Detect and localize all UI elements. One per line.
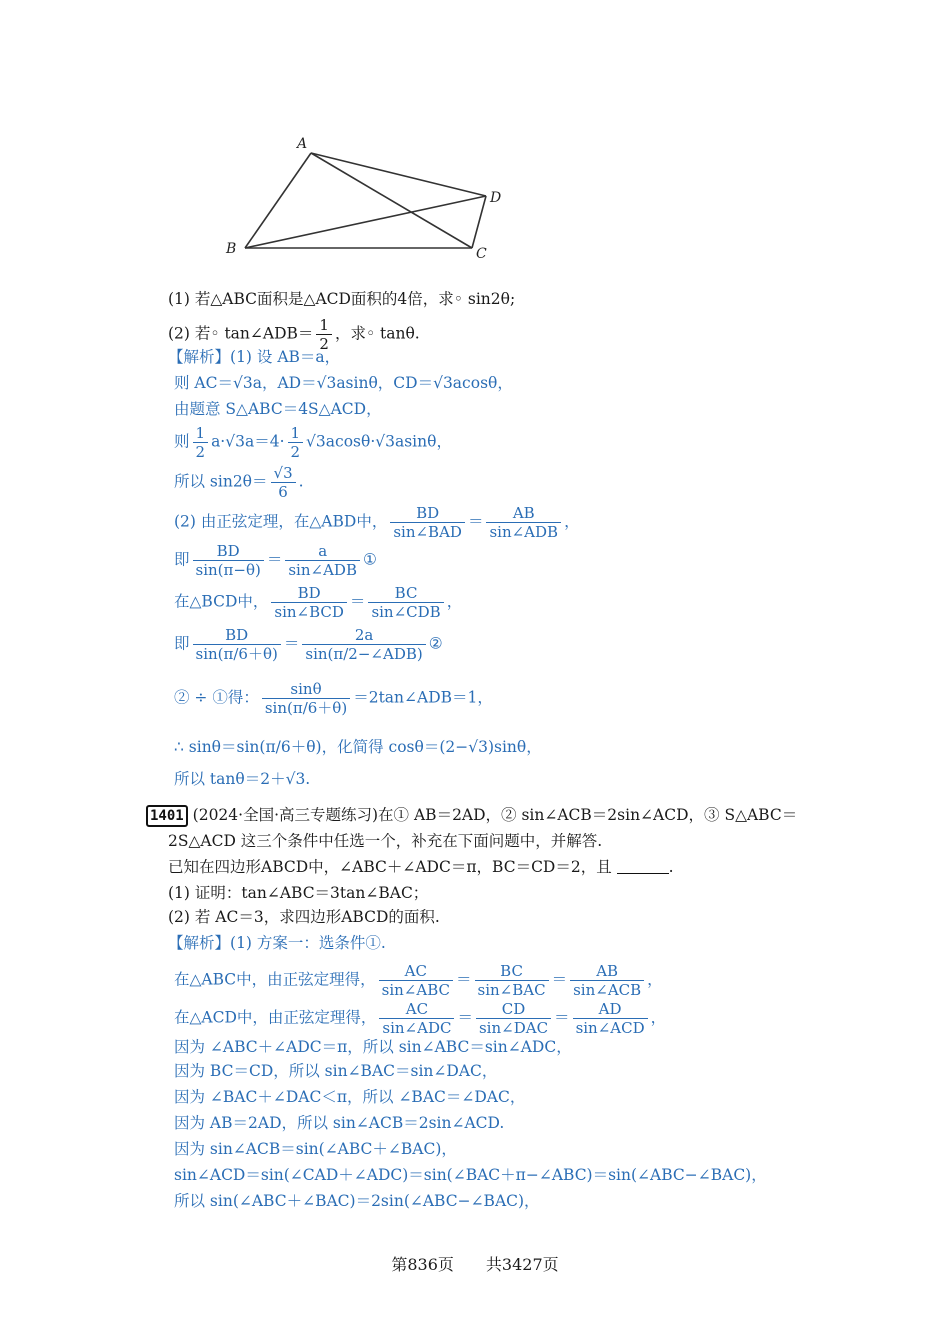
- solution-1401-line-8: 因为 sin∠ACB＝sin(∠ABC＋∠BAC)，: [174, 1140, 457, 1158]
- q2-suffix: ，求◦ tanθ.: [334, 324, 420, 343]
- edge-ab: [245, 153, 311, 248]
- prev-solution-line-6: (2) 由正弦定理，在△ABD中， $\frac{BD}{\text{sin∠BAD}}$ ＝ $\frac{AB}{\text{sin∠ADB}}$ ，: [174, 504, 580, 541]
- prev-solution-line-12: 所以 tanθ＝2＋√3.: [174, 770, 311, 788]
- q2-fraction: $\frac{1}{2}$: [316, 316, 332, 353]
- prev-solution-line-10: ② ÷ ①得： $\frac{\sin\theta}{\sin(\pi/6+\theta)}$ ＝2tan∠ADB＝1，: [174, 680, 493, 717]
- solution-tag: 【解析】: [168, 348, 231, 366]
- prev-solution-line-1: 【解析】(1) 设 AB＝a，: [168, 348, 341, 366]
- solution-1401-line-4: 因为 ∠ABC＋∠ADC＝π，所以 sin∠ABC＝sin∠ADC，: [174, 1038, 572, 1056]
- solution-tag: 【解析】: [168, 934, 231, 952]
- problem-1401-line-4: (1) 证明：tan∠ABC＝3tan∠BAC；: [168, 884, 429, 902]
- solution-1401-line-3: 在△ACD中，由正弦定理得， $\frac{AC}{\text{sin∠ADC}}$ ＝ $\frac{CD}{\text{sin∠DAC}}$ ＝ $\frac{AD}{\text{sin∠ACD}}$ ，: [174, 1000, 667, 1037]
- q2-prefix: (2) 若◦ tan∠ADB＝: [168, 324, 314, 343]
- page-footer: 第836页 共3427页: [391, 1255, 559, 1274]
- prev-solution-line-8: 在△BCD中， $\frac{BD}{\text{sin∠BCD}}$ ＝ $\frac{BC}{\text{sin∠CDB}}$ ，: [174, 584, 463, 621]
- problem-1401-line-2: 2S△ACD 这三个条件中任选一个，补充在下面问题中，并解答.: [168, 832, 603, 850]
- label-b: B: [226, 241, 237, 257]
- edge-ac: [311, 153, 472, 248]
- problem-1401-line-3: 已知在四边形ABCD中，∠ABC＋∠ADC＝π，BC＝CD＝2，且 .: [168, 858, 674, 876]
- answer-blank: [617, 859, 669, 874]
- edge-bd: [245, 196, 486, 248]
- prev-question-1: (1) 若△ABC面积是△ACD面积的4倍，求◦ sin2θ;: [168, 290, 516, 308]
- problem-1401-line-1: 1401 (2024·全国·高三专题练习)在① AB＝2AD，② sin∠ACB＝2sin∠ACD，③ S△ABC＝: [146, 804, 797, 827]
- solution-1401-line-10: 所以 sin(∠ABC＋∠BAC)＝2sin(∠ABC−∠BAC)，: [174, 1192, 540, 1210]
- label-a: A: [297, 136, 308, 152]
- prev-solution-line-7: 即 $\frac{BD}{\sin(\pi-\theta)}$ ＝ $\frac{a}{\text{sin∠ADB}}$ ①: [174, 542, 377, 579]
- problem-1401-line-5: (2) 若 AC＝3，求四边形ABCD的面积.: [168, 908, 440, 926]
- quadrilateral-figure: [0, 120, 950, 390]
- label-d: D: [490, 190, 502, 206]
- solution-1401-line-1: 【解析】(1) 方案一：选条件①.: [168, 934, 386, 952]
- edge-ad: [311, 153, 486, 196]
- prev-solution-line-5: 所以 sin2θ＝ $\frac{√3}{6}$ .: [174, 464, 304, 501]
- edge-cd: [472, 196, 486, 248]
- problem-number-badge: 1401: [146, 805, 188, 827]
- solution-1401-line-9: sin∠ACD＝sin(∠CAD＋∠ADC)＝sin(∠BAC＋π−∠ABC)＝sin(∠ABC−∠BAC)，: [174, 1166, 767, 1184]
- prev-solution-line-9: 即 $\frac{BD}{\sin(\pi/6+\theta)}$ ＝ $\frac{2a}{\text{sin(π/2−∠ADB)}}$ ②: [174, 626, 443, 663]
- label-c: C: [476, 246, 487, 262]
- prev-solution-line-3: 由题意 S△ABC＝4S△ACD，: [174, 400, 382, 418]
- prev-solution-line-11: ∴ sinθ＝sin(π/6＋θ)，化简得 cosθ＝(2−√3)sinθ，: [174, 738, 542, 756]
- prev-solution-line-4: 则 $\frac{1}{2}$ a·√3a＝4· $\frac{1}{2}$ √3acosθ·√3asinθ，: [174, 424, 452, 461]
- prev-solution-line-2: 则 AC＝√3a，AD＝√3asinθ，CD＝√3acosθ，: [174, 374, 513, 392]
- solution-1401-line-2: 在△ABC中，由正弦定理得， $\frac{AC}{\text{sin∠ABC}}$ ＝ $\frac{BC}{\text{sin∠BAC}}$ ＝ $\frac{AB}{\text{sin∠ACB}}$ ，: [174, 962, 663, 999]
- solution-1401-line-6: 因为 ∠BAC＋∠DAC＜π，所以 ∠BAC＝∠DAC，: [174, 1088, 526, 1106]
- solution-1401-line-7: 因为 AB＝2AD，所以 sin∠ACB＝2sin∠ACD.: [174, 1114, 505, 1132]
- solution-1401-line-5: 因为 BC＝CD，所以 sin∠BAC＝sin∠DAC，: [174, 1062, 498, 1080]
